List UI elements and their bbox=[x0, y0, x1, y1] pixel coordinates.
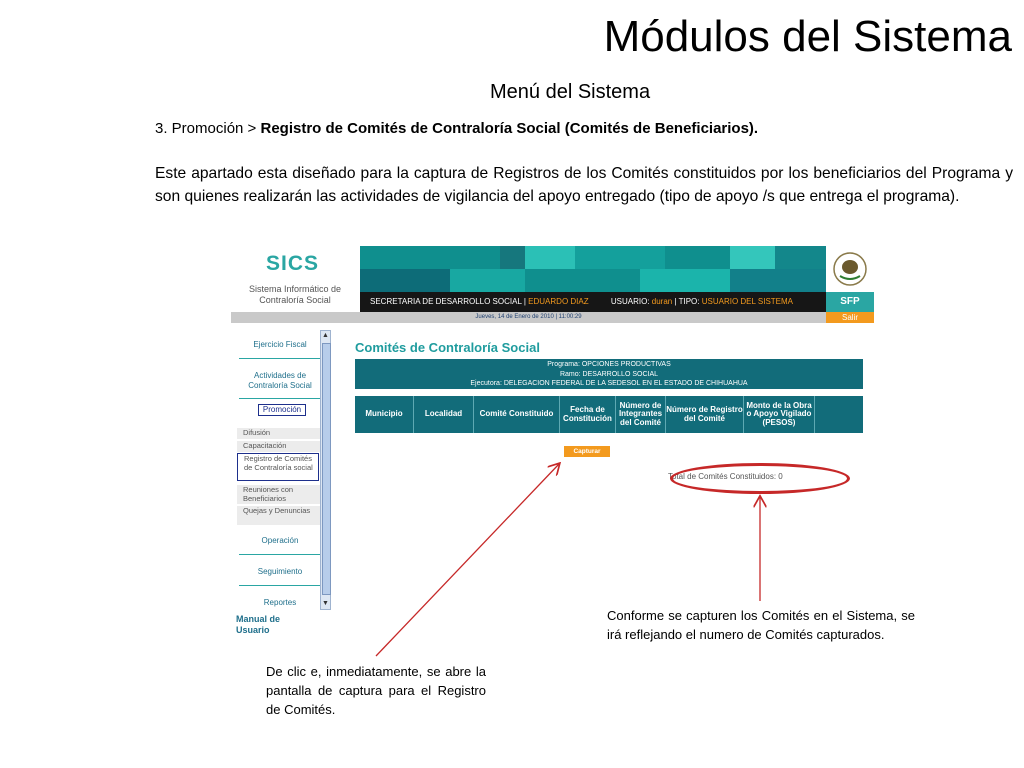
sidebar-item-promocion[interactable]: Promoción bbox=[258, 404, 306, 416]
submenu-difusion[interactable]: Difusión bbox=[237, 428, 321, 439]
user-info-bar: SECRETARIA DE DESARROLLO SOCIAL | EDUARDO DIAZ USUARIO: duran | TIPO: USUARIO DEL SISTEMA bbox=[360, 292, 826, 312]
ramo-text: Ramo: DESARROLLO SOCIAL bbox=[559, 370, 659, 378]
breadcrumb-bold: Registro de Comités de Contraloría Social (Comités de Beneficiarios). bbox=[260, 120, 759, 137]
col-registro: Número de Registro del Comité bbox=[666, 396, 744, 433]
type-value: USUARIO DEL SISTEMA bbox=[701, 297, 794, 306]
breadcrumb-prefix: 3. Promoción > bbox=[155, 120, 257, 137]
col-integrantes: Número de Integrantes del Comité bbox=[616, 396, 666, 433]
submenu-reuniones[interactable]: Reuniones con Beneficiarios bbox=[237, 485, 321, 504]
sidebar-item-operacion[interactable]: Operación bbox=[261, 536, 299, 545]
org-name: SECRETARIA DE DESARROLLO SOCIAL bbox=[370, 297, 522, 306]
date-bar: Jueves, 14 de Enero de 2010 | 11:00:29 bbox=[231, 312, 826, 323]
description-paragraph: Este apartado esta diseñado para la captura de Registros de los Comités constituidos por los beneficiarios del Programa y son quienes realizarán las actividades de vigilancia del apoyo entregado (tipo de apoyo /s que entrega el programa). bbox=[155, 165, 1013, 205]
sidebar-item-ejercicio[interactable]: Ejercicio Fiscal bbox=[253, 340, 307, 349]
note-right: Conforme se capturen los Comités en el Sistema, se irá reflejando el numero de Comités capturados. bbox=[607, 608, 915, 642]
type-label: TIPO: bbox=[678, 297, 700, 306]
col-monto: Monto de la Obra o Apoyo Vigilado (PESOS) bbox=[744, 396, 815, 433]
slide-title: Módulos del Sistema bbox=[603, 12, 1012, 61]
slide-subtitle: Menú del Sistema bbox=[490, 81, 651, 103]
note-left: De clic e, inmediatamente, se abre la pantalla de captura para el Registro de Comités. bbox=[266, 664, 486, 717]
programa-text: Programa: OPCIONES PRODUCTIVAS bbox=[547, 361, 671, 368]
submenu-quejas[interactable]: Quejas y Denuncias bbox=[237, 506, 321, 525]
sidebar-item-reportes[interactable]: Reportes bbox=[263, 598, 297, 607]
col-comite: Comité Constituido bbox=[474, 396, 560, 433]
user-fullname: EDUARDO DIAZ bbox=[528, 297, 589, 306]
capturar-button[interactable]: Capturar bbox=[564, 446, 610, 457]
submenu-registro-comites[interactable]: Registro de Comités de Contraloría social bbox=[237, 453, 319, 481]
user-label: USUARIO: bbox=[610, 297, 650, 306]
scroll-up-icon[interactable]: ▲ bbox=[322, 332, 329, 339]
manual-link[interactable]: Manual de Usuario bbox=[236, 614, 281, 635]
arrow-to-capturar bbox=[376, 464, 559, 656]
content-title: Comités de Contraloría Social bbox=[355, 340, 540, 355]
logout-button[interactable]: Salir bbox=[826, 312, 874, 323]
total-value: 0 bbox=[778, 472, 783, 481]
sics-wordmark: SICS bbox=[266, 252, 320, 275]
sfp-logo: SFP bbox=[826, 292, 874, 312]
sidebar-item-seguimiento[interactable]: Seguimiento bbox=[257, 567, 303, 576]
sidebar-item-actividades[interactable]: Actividades de Contraloría Social bbox=[248, 371, 312, 390]
col-localidad: Localidad bbox=[414, 396, 474, 433]
ejecutora-text: Ejecutora: DELEGACION FEDERAL DE LA SEDESOL EN EL ESTADO DE CHIHUAHUA bbox=[470, 380, 748, 387]
col-fecha: Fecha de Constitución bbox=[560, 396, 616, 433]
submenu-capacitacion[interactable]: Capacitación bbox=[237, 441, 321, 452]
user-value: duran bbox=[651, 297, 673, 306]
scroll-down-icon[interactable]: ▼ bbox=[322, 600, 329, 607]
col-municipio: Municipio bbox=[355, 396, 414, 433]
total-label: Total de Comités Constituidos: bbox=[668, 472, 777, 481]
sics-subtitle: Sistema Informático de Contraloría Social bbox=[248, 284, 342, 305]
